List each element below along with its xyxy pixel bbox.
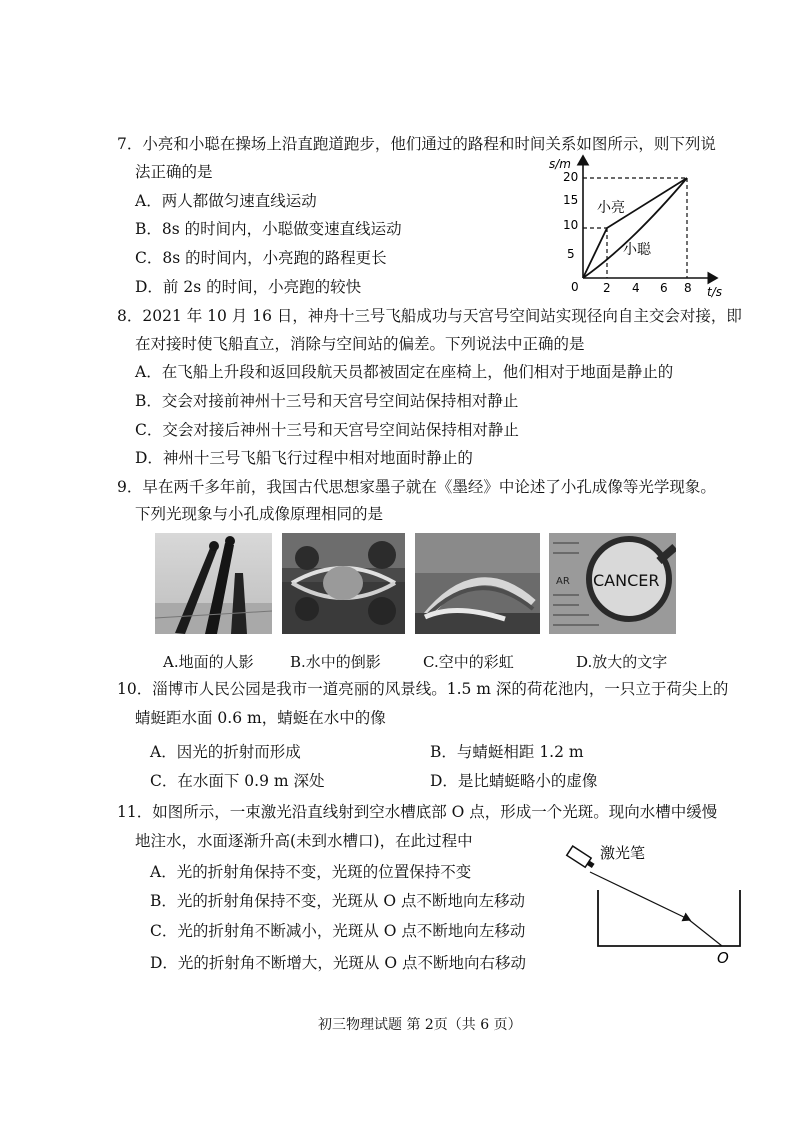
q8-stem-line2: 在对接时使飞船直立，消除与空间站的偏差。下列说法中正确的是 <box>135 335 585 353</box>
magnifier-text-left: AR <box>556 576 570 587</box>
q11-option-a: A．光的折射角保持不变，光斑的位置保持不变 <box>150 863 472 881</box>
y-tick-15: 15 <box>563 193 579 207</box>
q8-option-b: B．交会对接前神州十三号和天宫号空间站保持相对静止 <box>135 392 519 410</box>
q9-caption-d: D.放大的文字 <box>576 653 668 671</box>
q10-option-a: A．因光的折射而形成 <box>150 743 301 761</box>
y-axis-label: s/m <box>549 157 571 171</box>
x-tick-8: 8 <box>684 281 692 295</box>
laser-pen-icon <box>567 846 596 870</box>
q9-caption-b: B.水中的倒影 <box>290 653 381 671</box>
q10-option-b: B．与蜻蜓相距 1.2 m <box>430 743 584 761</box>
q11-option-c: C．光的折射角不断减小，光斑从 O 点不断地向左移动 <box>150 922 526 940</box>
page-footer: 初三物理试题 第 2页（共 6 页） <box>318 1017 522 1033</box>
q11-stem-line1: 11．如图所示，一束激光沿直线射到空水槽底部 O 点，形成一个光斑。现向水槽中缓慢 <box>117 803 718 821</box>
y-tick-10: 10 <box>563 218 579 232</box>
water-tank <box>598 890 740 946</box>
q10-stem-line1: 10．淄博市人民公园是我市一道亮丽的风景线。1.5 m 深的荷花池内，一只立于荷尖上的 <box>117 680 729 698</box>
q11-option-d: D．光的折射角不断增大，光斑从 O 点不断地向右移动 <box>150 954 526 972</box>
y-tick-20: 20 <box>563 170 579 184</box>
label-liang: 小亮 <box>597 200 625 216</box>
q9-stem-line2: 下列光现象与小孔成像原理相同的是 <box>135 505 384 523</box>
q8-option-a: A．在飞船上升段和返回段航天员都被固定在座椅上，他们相对于地面是静止的 <box>135 363 674 381</box>
q7-option-b: B．8s 的时间内，小聪做变速直线运动 <box>135 220 402 238</box>
q11-stem-line2: 地注水，水面逐渐升高(未到水槽口)，在此过程中 <box>135 832 473 850</box>
q9-caption-c: C.空中的彩虹 <box>423 653 514 671</box>
x-tick-2: 2 <box>603 281 611 295</box>
q7-stem-line2: 法正确的是 <box>135 163 213 181</box>
laser-tank-diagram <box>560 838 760 968</box>
q7-option-a: A．两人都做匀速直线运动 <box>135 192 317 210</box>
q8-option-c: C．交会对接后神州十三号和天宫号空间站保持相对静止 <box>135 421 519 439</box>
q10-stem-line2: 蜻蜓距水面 0.6 m，蜻蜓在水中的像 <box>135 709 386 727</box>
photo-magnifier <box>549 533 676 634</box>
x-axis-label: t/s <box>707 285 722 299</box>
q7-option-c: C．8s 的时间内，小亮跑的路程更长 <box>135 249 387 267</box>
laser-ray <box>590 872 690 920</box>
label-cong: 小聪 <box>623 242 651 258</box>
q10-option-d: D．是比蜻蜓略小的虚像 <box>430 772 598 790</box>
pen-label: 激光笔 <box>600 844 646 862</box>
q7-stem-line1: 7．小亮和小聪在操场上沿直跑道跑步，他们通过的路程和时间关系如图所示，则下列说 <box>117 135 716 153</box>
x-tick-6: 6 <box>660 281 668 295</box>
x-tick-4: 4 <box>632 281 640 295</box>
q10-option-c: C．在水面下 0.9 m 深处 <box>150 772 325 790</box>
y-tick-5: 5 <box>567 247 575 261</box>
q8-stem-line1: 8．2021 年 10 月 16 日，神舟十三号飞船成功与天宫号空间站实现径向自主交会对接，即 <box>117 307 742 325</box>
q9-stem-line1: 9．早在两千多年前，我国古代思想家墨子就在《墨经》中论述了小孔成像等光学现象。 <box>117 478 716 496</box>
q8-option-d: D．神州十三号飞船飞行过程中相对地面时静止的 <box>135 449 473 467</box>
distance-time-graph <box>535 150 725 300</box>
photo-reflection <box>282 533 405 634</box>
q7-option-d: D．前 2s 的时间，小亮跑的较快 <box>135 278 362 296</box>
point-o-label: O <box>717 949 729 967</box>
origin-label: 0 <box>571 280 579 294</box>
q11-option-b: B．光的折射角保持不变，光斑从 O 点不断地向左移动 <box>150 892 525 910</box>
magnifier-text: CANCER <box>593 571 660 590</box>
photo-shadow <box>155 533 272 634</box>
photo-rainbow <box>415 533 540 634</box>
q9-caption-a: A.地面的人影 <box>163 653 254 671</box>
